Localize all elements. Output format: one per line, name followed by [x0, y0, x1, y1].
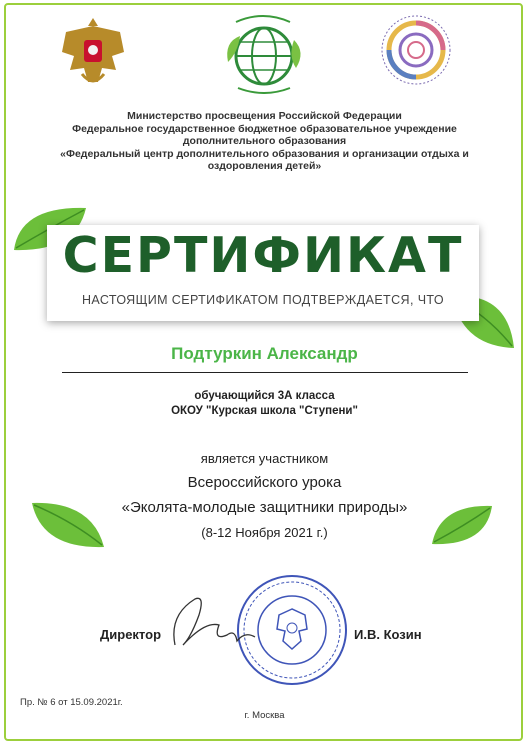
lesson-line-1: Всероссийского урока	[187, 474, 342, 491]
event-dates: (8-12 Ноября 2021 г.)	[201, 525, 328, 540]
participant-line: является участником	[200, 451, 329, 466]
signature-name: И.В. Козин	[354, 627, 422, 642]
institution-line-3: «Федеральный центр дополнительного образования и организации отдыха и	[60, 147, 469, 160]
issuer-header	[20, 110, 509, 173]
russian-emblem-logo	[60, 12, 126, 92]
institution-line-2: дополнительного образования	[182, 135, 347, 147]
certificate-title: СЕРТИФИКАТ	[62, 227, 464, 284]
handwritten-signature-icon	[165, 585, 275, 665]
institution-line-1: Федеральное государственное бюджетное образовательное учреждение	[72, 122, 457, 135]
leaf-bottom-left-icon	[28, 497, 108, 553]
school-line: ОКОУ "Курская школа "Ступени"	[171, 405, 358, 417]
recipient-underline	[62, 372, 468, 373]
lesson-line-2: «Эколята-молодые защитники природы»	[121, 499, 408, 516]
spiral-ring-logo	[378, 12, 454, 88]
leaf-bottom-right-icon	[428, 500, 496, 550]
signature-position: Директор	[100, 627, 162, 642]
ministry-line: Министерство просвещения Российской Федерации	[127, 110, 402, 122]
institution-line-4: оздоровления детей»	[207, 160, 322, 172]
issue-city: г. Москва	[244, 710, 285, 721]
recipient-name: Подтуркин Александр	[171, 344, 358, 363]
certificate-subtitle: НАСТОЯЩИМ СЕРТИФИКАТОМ ПОДТВЕРЖДАЕТСЯ, ЧТО	[81, 293, 445, 307]
certificate-banner	[47, 225, 479, 321]
class-line: обучающийся 3А класса	[194, 390, 335, 402]
order-reference: Пр. № 6 от 15.09.2021г.	[20, 697, 123, 708]
eco-globe-logo	[218, 12, 308, 94]
